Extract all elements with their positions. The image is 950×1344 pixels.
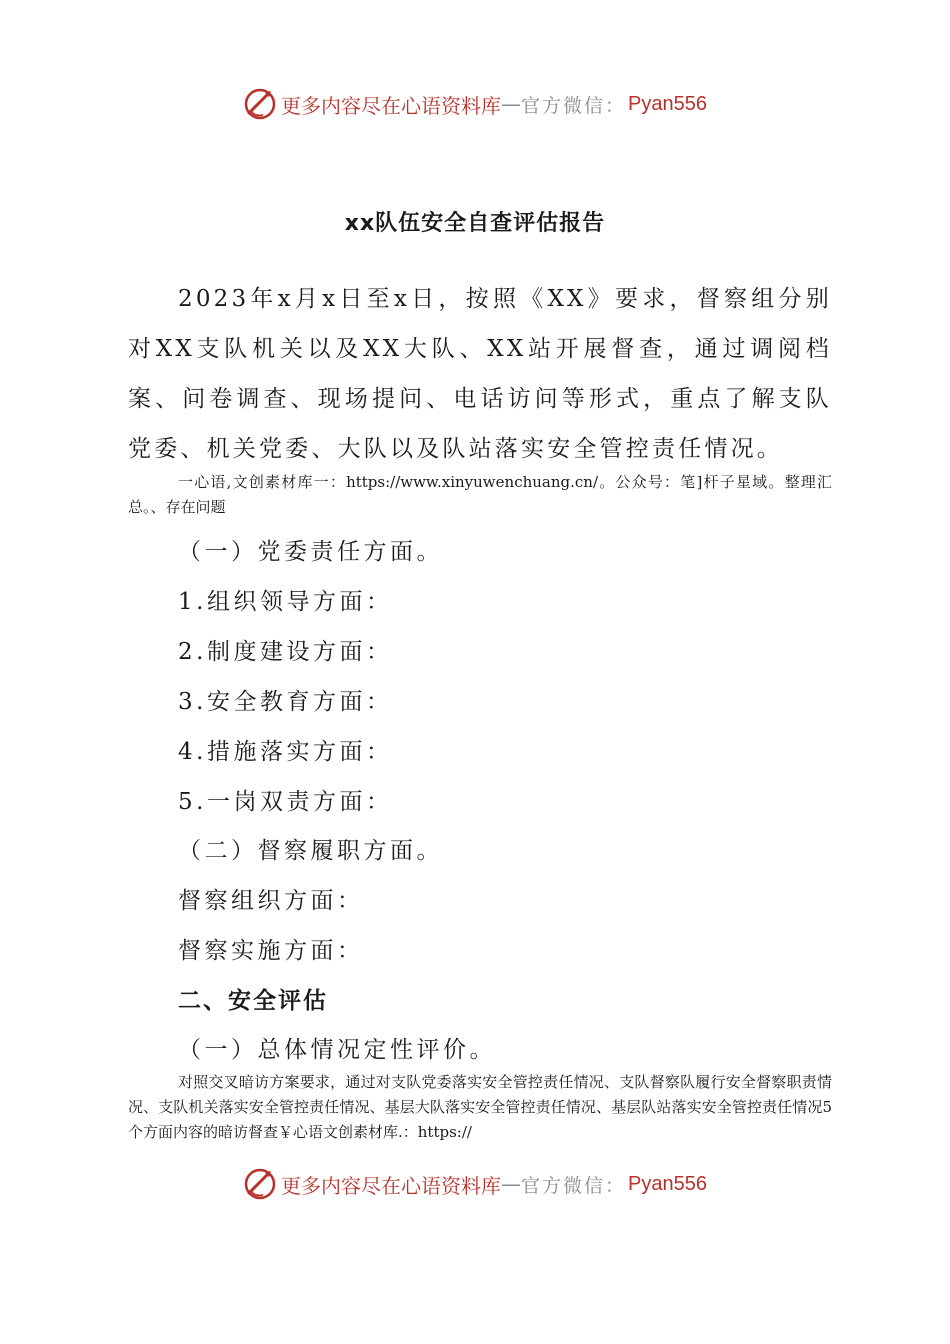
- list-item: 5.一岗双责方面：: [178, 789, 393, 815]
- watermark-official-label: 官方微信：: [521, 1174, 627, 1197]
- section1-sub1-heading: （一）党委责任方面。: [178, 539, 443, 565]
- list-item: 督察实施方面：: [178, 938, 364, 964]
- watermark-wechat-id: Pyan556: [628, 1172, 707, 1195]
- brush-logo-icon: [243, 1167, 277, 1201]
- document-title: xx队伍安全自查评估报告: [344, 211, 606, 236]
- watermark-main-text: 更多内容尽在心语资料库: [281, 1173, 501, 1198]
- watermark-wechat-id: Pyan556: [628, 92, 707, 115]
- list-item: 督察组织方面：: [178, 888, 364, 914]
- intro-paragraph: 2023年x月x日至x日，按照《XX》要求，督察组分别对XX支队机关以及XX大队、XX站开展督查，通过调阅档案、问卷调查、现场提问、电话访问等形式，重点了解支队党委、机关党委、大队以及队站落实安全管控责任情况。: [128, 286, 832, 462]
- section1-sub2-heading: （二）督察履职方面。: [178, 838, 443, 864]
- section2-heading: 二、安全评估: [178, 988, 328, 1014]
- section2-sub1-heading: （一）总体情况定性评价。: [178, 1037, 496, 1063]
- list-item: 3.安全教育方面：: [178, 689, 393, 715]
- closing-paragraph: 对照交叉暗访方案要求，通过对支队党委落实安全管控责任情况、支队督察队履行安全督察职责情况、支队机关落实安全管控责任情况、基层大队落实安全管控责任情况、基层队站落实安全管控责任情况5个方面内容的暗访督查￥心语文创素材库.：https://: [128, 1073, 832, 1141]
- watermark-official-label: 官方微信：: [521, 94, 627, 117]
- list-item: 4.措施落实方面：: [178, 739, 393, 765]
- watermark-banner-bottom: [0, 1164, 950, 1204]
- list-item: 1.组织领导方面：: [178, 589, 393, 615]
- watermark-banner-top: [0, 84, 950, 124]
- watermark-main-text: 更多内容尽在心语资料库: [281, 93, 501, 118]
- brush-logo-icon: [243, 87, 277, 121]
- note-paragraph: 一心语,文创素材库一：https://www.xinyuwenchuang.cn/。公众号：笔]杆子星域。整理汇总。、存在问题: [128, 473, 832, 516]
- watermark-dash: —: [501, 1172, 521, 1196]
- list-item: 2.制度建设方面：: [178, 639, 393, 665]
- watermark-dash: —: [501, 92, 521, 116]
